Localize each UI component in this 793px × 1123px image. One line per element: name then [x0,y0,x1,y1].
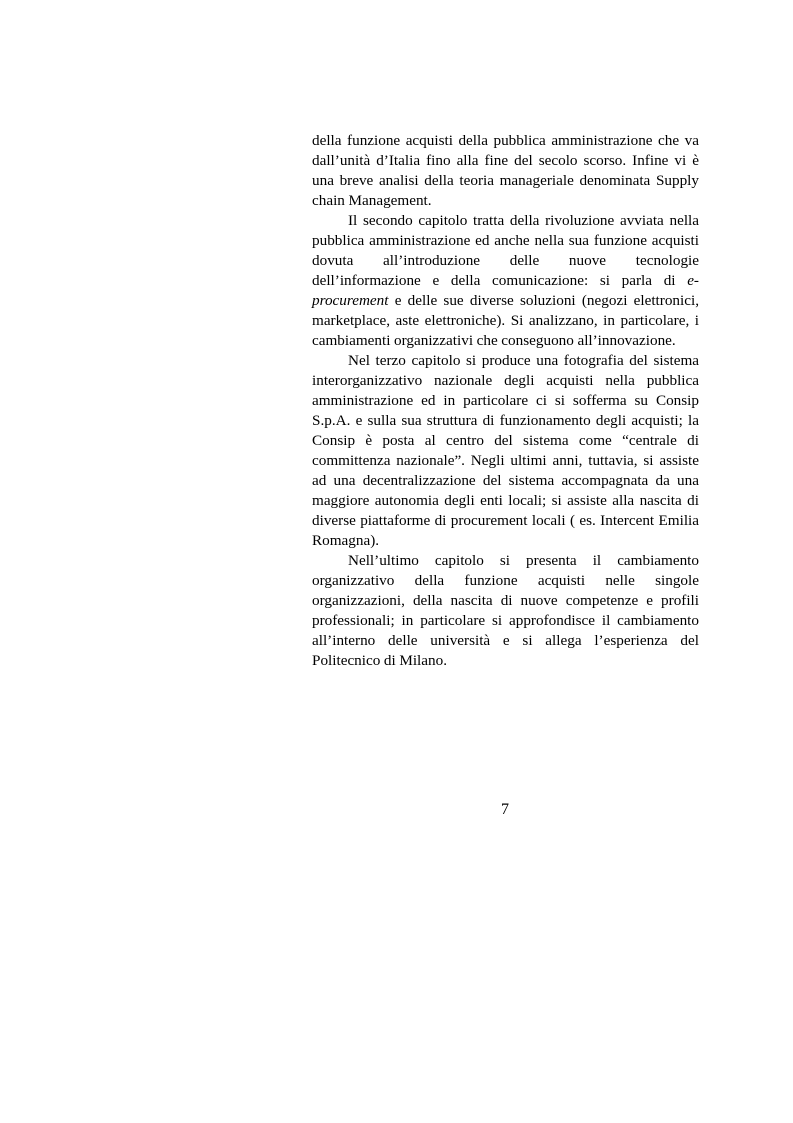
body-text [312,131,699,671]
paragraph-last-chapter: Nell’ultimo capitolo si presenta il cambiamento organizzativo della funzione acquisti nelle singole organizzazioni, della nascita di nuove competenze e profili professionali; in particolare si approfondisce il cambiamento all’interno delle università e si allega l’esperienza del Politecnico di Milano. [312,552,699,669]
page-number: 7 [501,801,509,818]
paragraph-third-chapter: Nel terzo capitolo si produce una fotografia del sistema interorganizzativo nazionale degli acquisti nella pubblica amministrazione ed in particolare ci si sofferma su Consip S.p.A. e sulla sua struttura di funzionamento degli acquisti; la Consip è posta al centro del sistema come “centrale di committenza nazionale”. Negli ultimi anni, tuttavia, si assiste ad una decentralizzazione del sistema accompagnata da una maggiore autonomia degli enti locali; si assiste alla nascita di diverse piattaforme di procurement locali ( es. Intercent Emilia Romagna). [312,352,699,549]
paragraph-second-chapter [312,211,699,351]
paragraph-second-chapter-start: Il secondo capitolo tratta della rivoluzione avviata nella pubblica amministrazione ed anche nella sua funzione acquisti dovuta all’introduzione delle nuove tecnologie dell’informazione e della comunicazione: si parla di [312,212,699,289]
paragraph-intro-continuation: della funzione acquisti della pubblica amministrazione che va dall’unità d’Italia fino alla fine del secolo scorso. Infine vi è una breve analisi della teoria manageriale denominata Supply chain Management. [312,132,699,209]
paragraph-second-chapter-end: e delle sue diverse soluzioni (negozi elettronici, marketplace, aste elettroniche). Si analizzano, in particolare, i cambiamenti organizzativi che conseguono all’innovazione. [312,292,699,349]
e-procurement-term: e-procurement [312,272,699,309]
